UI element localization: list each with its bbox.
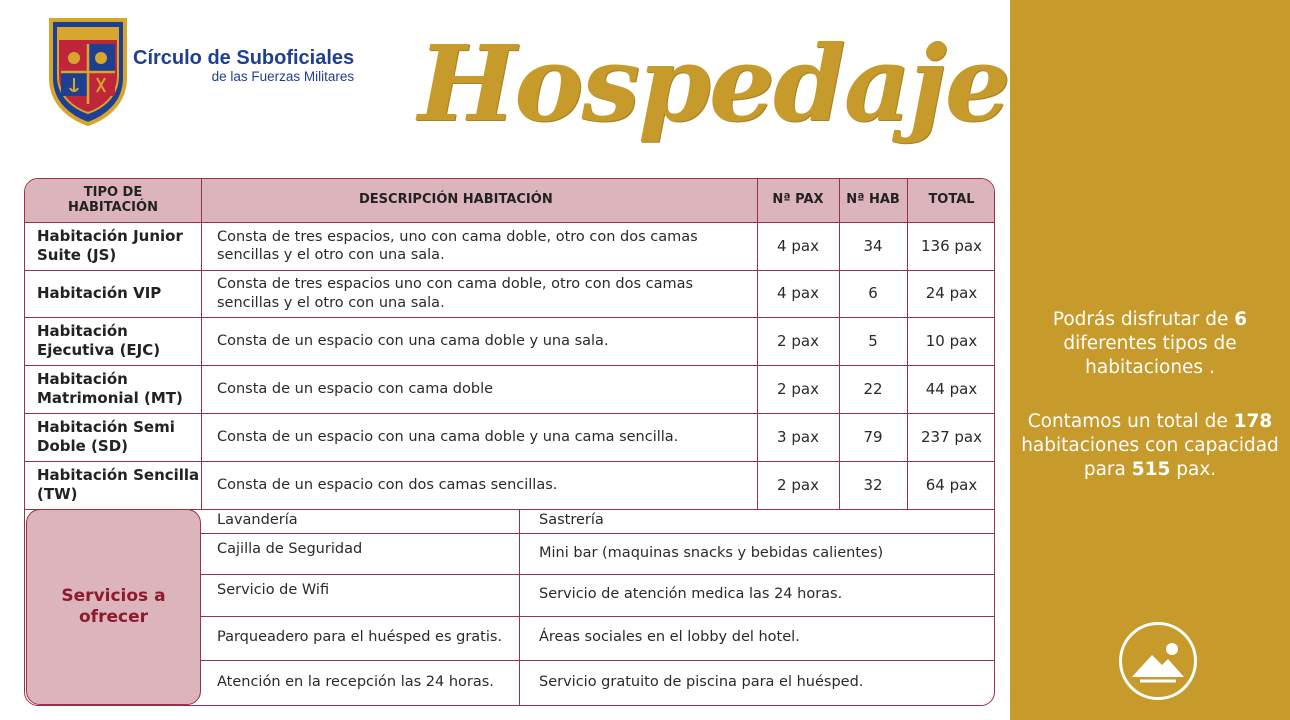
services-label: Servicios a ofrecer [61,585,166,627]
table-header [25,179,995,222]
service-item: Servicio de Wifi [217,582,330,598]
room-total: 237 pax [921,427,982,446]
service-item: Áreas sociales en el lobby del hotel. [539,629,800,646]
room-pax: 3 pax [777,427,819,446]
room-pax: 4 pax [777,236,819,255]
total-rooms-count: 178 [1233,411,1273,432]
room-description: Consta de un espacio con una cama doble y una sala. [217,332,609,349]
total-capacity-count: 515 [1131,459,1171,481]
panel-text-part: Podrás disfrutar de [1052,309,1235,330]
page-title: Hospedaje [418,22,1009,145]
room-total: 136 pax [921,236,982,255]
room-pax: 2 pax [777,331,819,350]
services-label-box [26,509,201,705]
room-type: Habitación Sencilla (TW) [37,466,200,503]
org-name-line1: Círculo de Suboficiales [133,47,355,69]
room-description: Consta de un espacio con cama doble [217,380,494,397]
room-hab: 5 [868,331,878,350]
room-type: Habitación Matrimonial (MT) [37,370,183,407]
org-name-line2: de las Fuerzas Militares [211,69,355,84]
room-types-count: 6 [1234,309,1248,330]
room-type: Habitación VIP [37,284,162,303]
room-pax: 4 pax [777,284,819,303]
room-hab: 34 [863,236,883,255]
room-description: Consta de un espacio con una cama doble y una cama sencilla. [217,428,679,445]
panel-text-part: diferentes tipos de habitaciones . [1063,333,1237,379]
panel-room-types-text [1012,308,1288,380]
room-total: 24 pax [925,284,978,303]
room-hab: 32 [863,475,883,494]
col-header-hab: Nª HAB [846,192,900,208]
room-type: Habitación Ejecutiva (EJC) [37,322,161,359]
col-header-pax: Nª PAX [772,192,824,208]
service-item: Lavandería [217,512,298,529]
col-header-type: TIPO DE HABITACIÓN [68,185,158,215]
room-hab: 22 [863,379,883,398]
service-item: Servicio de atención medica las 24 horas. [539,586,843,603]
panel-text-part: pax. [1170,459,1217,481]
service-item: Cajilla de Seguridad [217,541,363,557]
room-hab: 79 [863,427,883,446]
room-pax: 2 pax [777,379,819,398]
room-description: Consta de un espacio con dos camas sencillas. [217,476,558,493]
room-total: 64 pax [925,475,978,494]
room-total: 44 pax [925,379,978,398]
service-item: Atención en la recepción las 24 horas. [217,674,494,691]
org-name [133,48,354,84]
service-item: Mini bar (maquinas snacks y bebidas calientes) [539,544,884,561]
room-type: Habitación Junior Suite (JS) [37,227,183,264]
room-description: Consta de tres espacios, uno con cama doble, otro con dos camas sencillas y el otro con una sala. [217,228,698,263]
service-item: Sastrería [539,512,604,529]
panel-text-part: habitaciones con capacidad para [1021,435,1279,481]
col-header-total: TOTAL [928,192,975,208]
shield-logo-icon [47,16,129,126]
room-total: 10 pax [925,331,978,350]
service-item: Servicio gratuito de piscina para el huésped. [539,674,864,691]
panel-text-part: Contamos un total de [1027,411,1234,432]
room-pax: 2 pax [777,475,819,494]
mountain-sun-icon [1119,622,1197,700]
room-hab: 6 [868,284,878,303]
room-type: Habitación Semi Doble (SD) [37,418,175,455]
panel-capacity-text [1012,410,1288,482]
rooms-table [24,178,995,706]
service-item: Parqueadero para el huésped es gratis. [217,629,503,646]
col-header-description: DESCRIPCIÓN HABITACIÓN [359,192,553,208]
divider [519,509,520,706]
room-description: Consta de tres espacios uno con cama doble, otro con dos camas sencillas y el otro con una sala. [217,276,694,311]
